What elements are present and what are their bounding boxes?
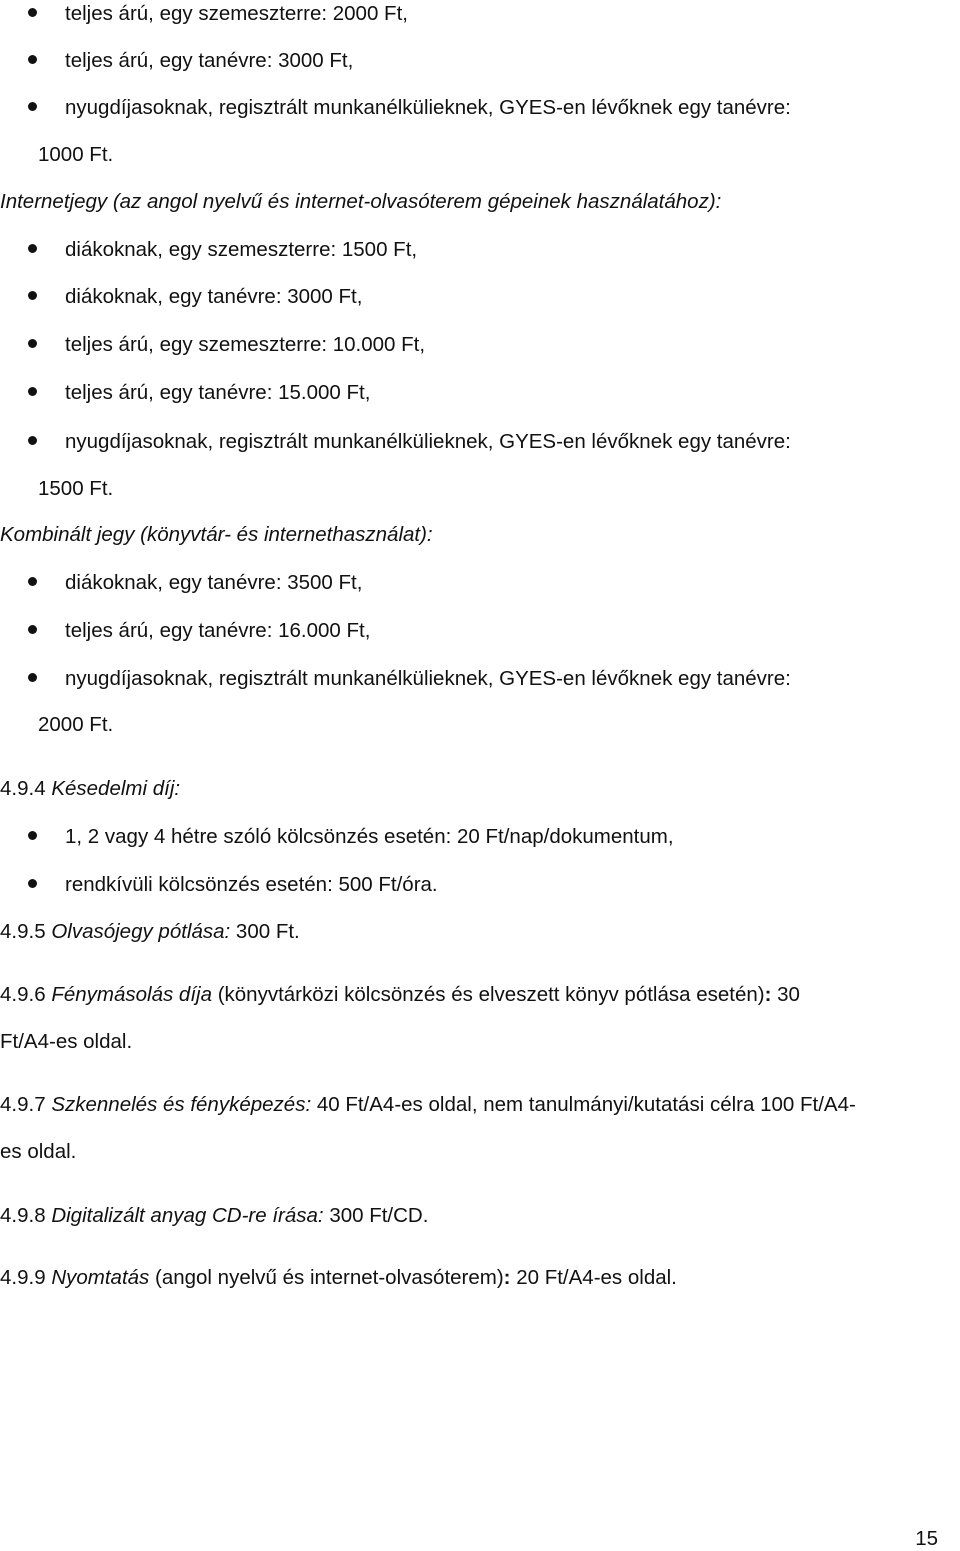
list-item: rendkívüli kölcsönzés esetén: 500 Ft/óra. — [28, 873, 438, 897]
section-4-9-5: 4.9.5 Olvasójegy pótlása: 300 Ft. — [0, 920, 300, 943]
bullet-icon — [28, 625, 37, 634]
section-4-9-9: 4.9.9 Nyomtatás (angol nyelvű és internet-olvasóterem): 20 Ft/A4-es oldal. — [0, 1266, 677, 1289]
bullet-icon — [28, 436, 37, 445]
section-4-9-7-continuation: es oldal. — [0, 1140, 77, 1163]
list-item: diákoknak, egy szemeszterre: 1500 Ft, — [28, 238, 417, 262]
bullet-icon — [28, 673, 37, 682]
list-item: teljes árú, egy szemeszterre: 2000 Ft, — [28, 2, 408, 26]
bullet-icon — [28, 387, 37, 396]
list-item: teljes árú, egy szemeszterre: 10.000 Ft, — [28, 333, 425, 357]
section-4-9-6: 4.9.6 Fénymásolás díja (könyvtárközi kölcsönzés és elveszett könyv pótlása esetén): 30 — [0, 983, 800, 1006]
bullet-icon — [28, 339, 37, 348]
bullet-icon — [28, 291, 37, 300]
section-4-9-7: 4.9.7 Szkennelés és fényképezés: 40 Ft/A4-es oldal, nem tanulmányi/kutatási célra 100 Ft/A4- — [0, 1093, 856, 1116]
list-item: nyugdíjasoknak, regisztrált munkanélkülieknek, GYES-en lévőknek egy tanévre: — [28, 430, 791, 454]
bullet-icon — [28, 55, 37, 64]
bullet-icon — [28, 577, 37, 586]
section-heading-combined: Kombinált jegy (könyvtár- és internethasználat): — [0, 523, 433, 546]
list-item-continuation: 1500 Ft. — [38, 477, 114, 500]
bullet-icon — [28, 879, 37, 888]
list-item: nyugdíjasoknak, regisztrált munkanélkülieknek, GYES-en lévőknek egy tanévre: — [28, 96, 791, 120]
list-item: nyugdíjasoknak, regisztrált munkanélkülieknek, GYES-en lévőknek egy tanévre: — [28, 667, 791, 691]
list-item: diákoknak, egy tanévre: 3500 Ft, — [28, 571, 362, 595]
bullet-icon — [28, 8, 37, 17]
list-item: teljes árú, egy tanévre: 16.000 Ft, — [28, 619, 370, 643]
bullet-icon — [28, 102, 37, 111]
bullet-icon — [28, 244, 37, 253]
list-item: teljes árú, egy tanévre: 15.000 Ft, — [28, 381, 370, 405]
list-item-continuation: 1000 Ft. — [38, 143, 114, 166]
list-item-continuation: 2000 Ft. — [38, 713, 114, 736]
list-item: 1, 2 vagy 4 hétre szóló kölcsönzés esetén: 20 Ft/nap/dokumentum, — [28, 825, 674, 849]
section-4-9-8: 4.9.8 Digitalizált anyag CD-re írása: 300 Ft/CD. — [0, 1204, 429, 1227]
page-number: 15 — [915, 1527, 938, 1550]
section-4-9-6-continuation: Ft/A4-es oldal. — [0, 1030, 133, 1053]
list-item: teljes árú, egy tanévre: 3000 Ft, — [28, 49, 353, 73]
list-item: diákoknak, egy tanévre: 3000 Ft, — [28, 285, 362, 309]
bullet-icon — [28, 831, 37, 840]
section-4-9-4-heading: 4.9.4 Késedelmi díj: — [0, 777, 181, 800]
section-heading-internet: Internetjegy (az angol nyelvű és internet-olvasóterem gépeinek használatához): — [0, 190, 722, 213]
